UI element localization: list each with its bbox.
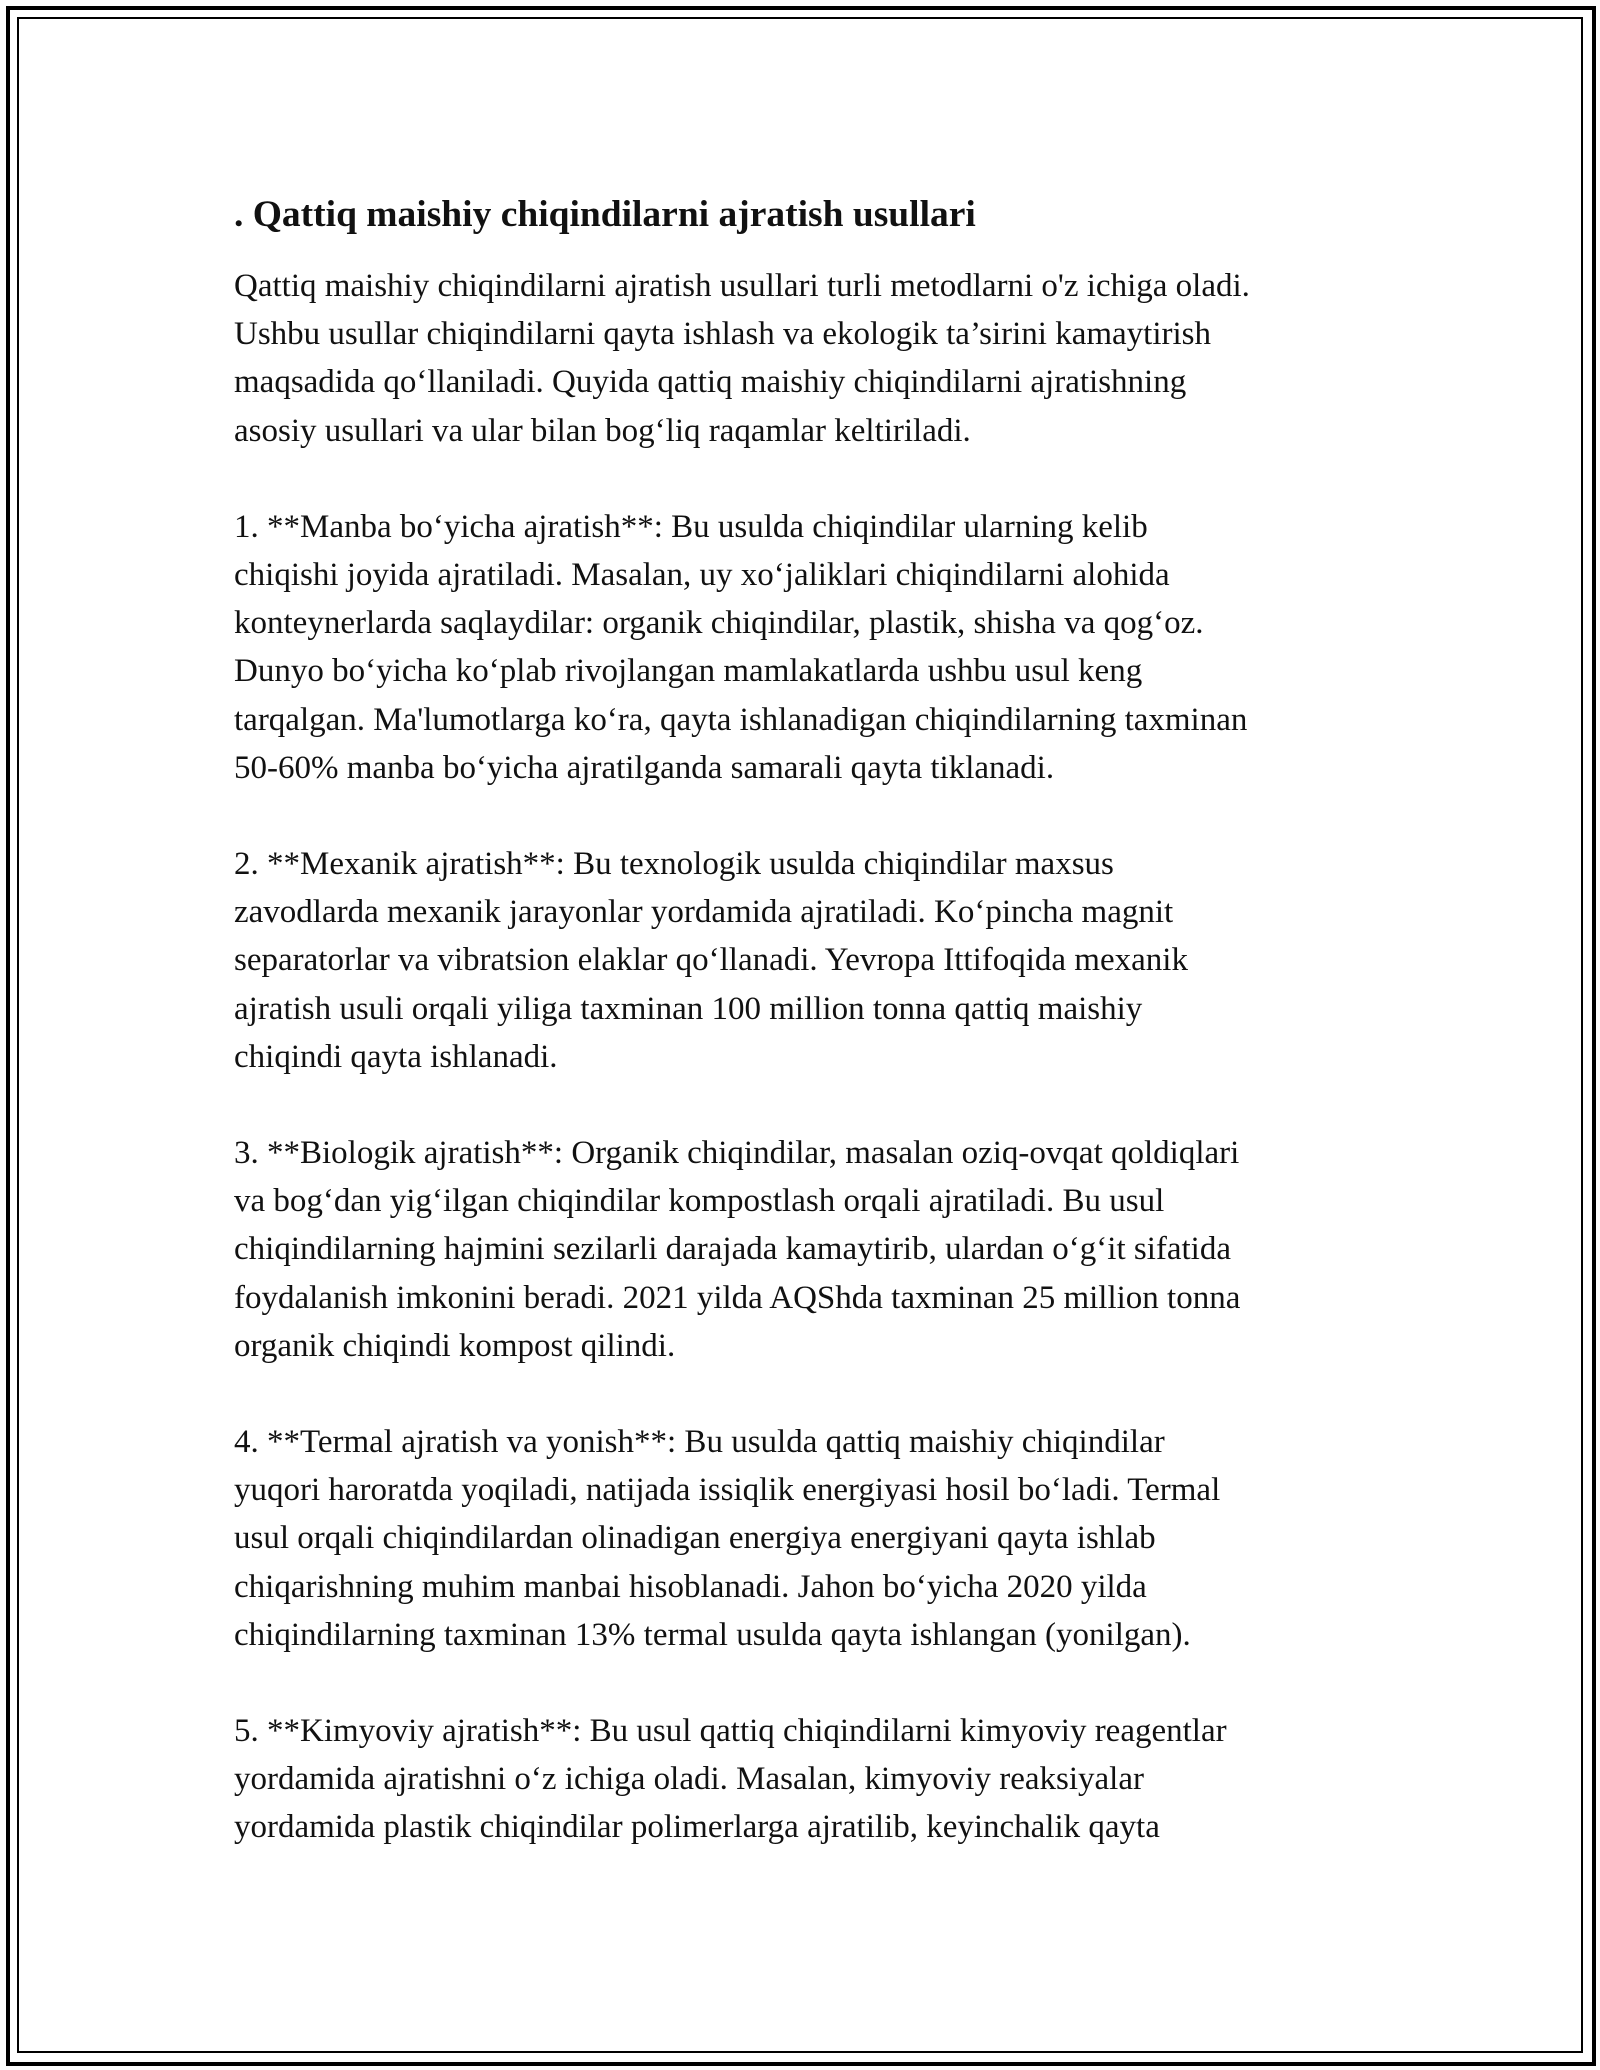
method-biological-separation: 3. **Biologik ajratish**: Organik chiqindilar, masalan oziq-ovqat qoldiqlari va bog‘dan yig‘ilgan chiqindilar kompostlash orqali ajratiladi. Bu usul chiqindilarning hajmini sezilarli darajada kamaytirib, ulardan o‘g‘it sifatida foydalanish imkonini beradi. 2021 yilda AQShda taxminan 25 million tonna organik chiqindi kompost qilindi. — [234, 1135, 1241, 1364]
document-body — [234, 190, 1384, 1900]
document-title: . Qattiq maishiy chiqindilarni ajratish usullari — [234, 194, 976, 235]
method-mechanical-separation: 2. **Mexanik ajratish**: Bu texnologik usulda chiqindilar maxsus zavodlarda mexanik jarayonlar yordamida ajratiladi. Ko‘pincha magnit separatorlar va vibratsion elaklar qo‘llanadi. Yevropa Ittifoqida mexanik ajratish usuli orqali yiliga taxminan 100 million tonna qattiq maishiy chiqindi qayta ishlanadi. — [234, 846, 1188, 1075]
intro-paragraph: Qattiq maishiy chiqindilarni ajratish usullari turli metodlarni o'z ichiga oladi. Ushbu usullar chiqindilarni qayta ishlash va ekologik ta’sirini kamaytirish maqsadida qo‘llaniladi. Quyida qattiq maishiy chiqindilarni ajratishning asosiy usullari va ular bilan bog‘liq raqamlar keltiriladi. — [234, 268, 1250, 449]
method-thermal-separation: 4. **Termal ajratish va yonish**: Bu usulda qattiq maishiy chiqindilar yuqori haroratda yoqiladi, natijada issiqlik energiyasi hosil bo‘ladi. Termal usul orqali chiqindilardan olinadigan energiya energiyani qayta ishlab chiqarishning muhim manbai hisoblanadi. Jahon bo‘yicha 2020 yilda chiqindilarning taxminan 13% termal usulda qayta ishlangan (yonilgan). — [234, 1424, 1221, 1653]
method-chemical-separation: 5. **Kimyoviy ajratish**: Bu usul qattiq chiqindilarni kimyoviy reagentlar yordamida ajratishni o‘z ichiga oladi. Masalan, kimyoviy reaksiyalar yordamida plastik chiqindilar polimerlarga ajratilib, keyinchalik qayta — [234, 1713, 1227, 1846]
method-source-separation: 1. **Manba bo‘yicha ajratish**: Bu usulda chiqindilar ularning kelib chiqishi joyida ajratiladi. Masalan, uy xo‘jaliklari chiqindilarni alohida konteynerlarda saqlaydilar: organik chiqindilar, plastik, shisha va qog‘oz. Dunyo bo‘yicha ko‘plab rivojlangan mamlakatlarda ushbu usul keng tarqalgan. Ma'lumotlarga ko‘ra, qayta ishlanadigan chiqindilarning taxminan 50-60% manba bo‘yicha ajratilganda samarali qayta tiklanadi. — [234, 508, 1248, 786]
